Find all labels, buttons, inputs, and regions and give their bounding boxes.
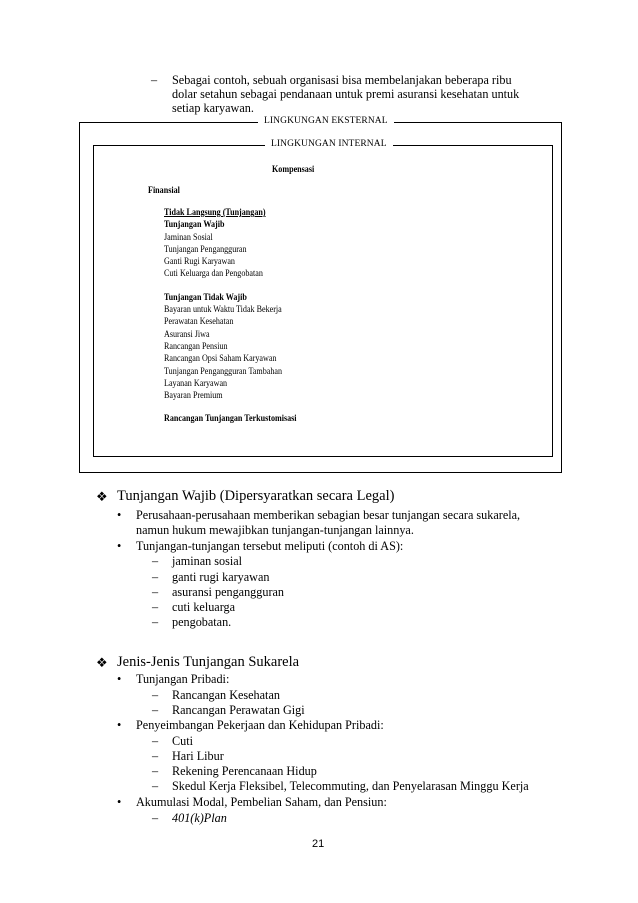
dash: – — [152, 779, 159, 793]
mandatory-item: Jaminan Sosial — [164, 231, 213, 242]
dash: – — [152, 749, 159, 763]
section2-bullet2: Penyeimbangan Pekerjaan dan Kehidupan Pribadi: — [136, 718, 384, 732]
section2-item: 401(k)Plan — [172, 811, 227, 825]
intro-dash: – — [151, 73, 158, 87]
dash: – — [152, 554, 159, 568]
section1-bullet2: Tunjangan-tunjangan tersebut meliputi (contoh di AS): — [136, 539, 404, 553]
voluntary-item: Rancangan Opsi Saham Karyawan — [164, 353, 277, 364]
bullet: • — [117, 795, 122, 809]
dash: – — [152, 585, 159, 599]
intro-paragraph — [172, 73, 519, 115]
section2-item: Rancangan Kesehatan — [172, 688, 280, 702]
mandatory-heading: Tunjangan Wajib — [164, 219, 225, 230]
financial-label: Finansial — [148, 185, 180, 195]
section2-item: Hari Libur — [172, 749, 224, 763]
mandatory-item: Cuti Keluarga dan Pengobatan — [164, 268, 263, 279]
bullet: • — [117, 718, 122, 732]
voluntary-item: Bayaran Premium — [164, 390, 223, 401]
bullet: • — [117, 672, 122, 686]
dash: – — [152, 734, 159, 748]
dash: – — [152, 688, 159, 702]
intro-line: dolar setahun sebagai pendanaan untuk premi asuransi kesehatan untuk — [172, 87, 520, 101]
voluntary-item: Rancangan Pensiun — [164, 340, 228, 351]
benefits-list — [164, 206, 297, 425]
section1-item: cuti keluarga — [172, 600, 236, 614]
section1-item: asuransi pengangguran — [172, 585, 285, 599]
bullet: • — [117, 539, 122, 553]
page-number: 21 — [312, 838, 325, 850]
voluntary-item: Perawatan Kesehatan — [164, 316, 234, 327]
dash: – — [152, 703, 159, 717]
voluntary-item: Tunjangan Pengangguran Tambahan — [164, 365, 283, 376]
custom-plan: Rancangan Tunjangan Terkustomisasi — [164, 413, 297, 424]
voluntary-item: Asuransi Jiwa — [164, 328, 210, 339]
section1-bullet1-line1: Perusahaan-perusahaan memberikan sebagian besar tunjangan secara sukarela, — [136, 508, 521, 522]
mandatory-item: Tunjangan Pengangguran — [164, 243, 247, 254]
section1-bullet1-line2: namun hukum mewajibkan tunjangan-tunjangan lainnya. — [136, 523, 414, 537]
figure-title: Kompensasi — [272, 164, 315, 174]
section2-heading: Jenis-Jenis Tunjangan Sukarela — [117, 654, 300, 670]
dash: – — [152, 570, 159, 584]
diamond-bullet-icon: ❖ — [96, 489, 108, 504]
dash: – — [152, 764, 159, 778]
section2-bullet1: Tunjangan Pribadi: — [136, 672, 230, 686]
voluntary-item: Bayaran untuk Waktu Tidak Bekerja — [164, 304, 282, 315]
intro-line: Sebagai contoh, sebuah organisasi bisa membelanjakan beberapa ribu — [172, 73, 512, 87]
intro-line: setiap karyawan. — [172, 101, 254, 115]
voluntary-item: Layanan Karyawan — [164, 377, 228, 388]
section2-item: Rancangan Perawatan Gigi — [172, 703, 305, 717]
indirect-heading: Tidak Langsung (Tunjangan) — [164, 207, 266, 217]
section2-bullet3: Akumulasi Modal, Pembelian Saham, dan Pensiun: — [136, 795, 387, 809]
section1-item: ganti rugi karyawan — [172, 570, 270, 584]
bullet: • — [117, 508, 122, 522]
mandatory-item: Ganti Rugi Karyawan — [164, 256, 235, 267]
section2-item: Cuti — [172, 734, 193, 748]
section2-item: Rekening Perencanaan Hidup — [172, 764, 317, 778]
section1-item: pengobatan. — [172, 615, 232, 629]
section1-heading: Tunjangan Wajib (Dipersyaratkan secara Legal) — [117, 488, 395, 504]
voluntary-heading: Tunjangan Tidak Wajib — [164, 291, 247, 302]
dash: – — [152, 615, 159, 629]
external-environment-label: LINGKUNGAN EKSTERNAL — [258, 116, 394, 126]
diamond-bullet-icon: ❖ — [96, 655, 108, 670]
internal-environment-label: LINGKUNGAN INTERNAL — [265, 139, 393, 149]
dash: – — [152, 600, 159, 614]
section1-item: jaminan sosial — [172, 554, 243, 568]
dash: – — [152, 811, 159, 825]
section2-item: Skedul Kerja Fleksibel, Telecommuting, dan Penyelarasan Minggu Kerja — [172, 779, 529, 793]
